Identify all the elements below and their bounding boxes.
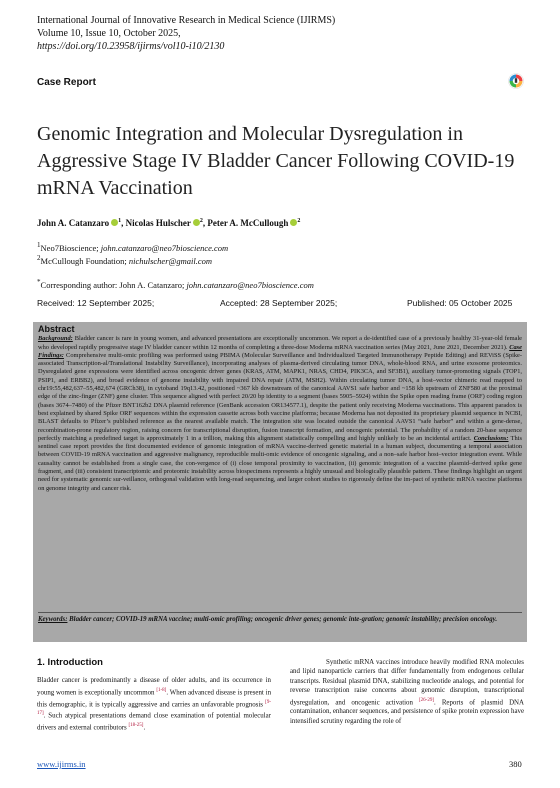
text-run: . Reports of plasmid DNA contamination, enhancer sequences, and persistence of spike protein expression have intensified scrutiny regarding the role of (290, 698, 525, 725)
abstract-body (38, 325, 522, 493)
author-name: John A. Catanzaro (37, 218, 110, 228)
date-published: Published: 05 October 2025 (407, 298, 513, 308)
author-list (37, 218, 300, 228)
keywords-label: Keywords: (38, 616, 68, 623)
section-heading: 1. Introduction (37, 657, 103, 668)
author-affil-sup: 1 (118, 218, 122, 224)
intro-paragraph-2 (290, 658, 524, 726)
background-text: Bladder cancer is rare in young women, and advanced presentations are exceptionally uncommon. We report a de-identified case of a previously healthy 31-year-old female who developed rapidly progressive stage IV bladder cancer within 12 months of completing a three-dose Moderna mRNA vaccination series (May 2021, June 2021, December 2021). (38, 335, 522, 351)
keywords (38, 616, 522, 625)
corr-email[interactable]: john.catanzaro@neo7bioscience.com (186, 279, 314, 290)
citation-link[interactable]: [9-17] (37, 699, 271, 717)
affiliation-2 (37, 252, 212, 267)
conclusions-label: Conclusions: (473, 434, 509, 442)
background-label: Background: (38, 335, 73, 343)
affil-email[interactable]: nichulscher@gmail.com (128, 255, 212, 266)
author-affil-sup: 2 (199, 218, 203, 224)
text-run: Synthetic mRNA vaccines introduce heavily modified RNA molecules and lipid nanoparticle carriers that differ fundamentally from endogenous cellular transcripts. Residual plasmid DNA, stabilizing nucleotide analogs, and potential for reverse transcription raise concerns about genomic disruption, transcriptional dysregulation, and oncogenic activation (290, 659, 524, 706)
date-received: Received: 12 September 2025; (37, 298, 155, 308)
author-affil-sup: 2 (297, 218, 301, 224)
keywords-text: Bladder cancer; COVID-19 mRNA vaccine; multi-omic profiling; oncogenic driver genes; genomic inte-gration; genomic instability; precision oncology. (67, 616, 498, 623)
findings-text: Comprehensive multi-omic profiling was performed using PBIMA (Molecular Surveillance and Individualized Targeted Immunotherapy Peptide Editing) and REViSS (Spike-associated Transcription-al/Translational Instability Surveillance), incorporating analyses of plasma-derived circulating tumor DNA, whole-blood RNA, and urine exosome proteomics. Dysregulated gene expressions were identified across oncogenic driver genes (KRAS, ATM, MAPK1, NRAS, CHD4, PIK3CA, and SF3B1), auxiliary tumor-promoting signals (TOP1, PSIP1, and ERBB2), and broad evidence of genome instability with impaired DNA repair (ATM, MSH2). Within circulating tumor DNA, a host–vector chimeric read mapped to chr19:55,482,637–55,482,674 (GRCh38), in cytoband 19q13.42, positioned ~367 kb downstream of the canonical AAVS1 safe harbor and ~158 kb upstream of ZNF580 at the proximal edge of the zinc-finger (ZNF) gene cluster. This sequence aligned with perfect 20/20 bp identity to a segment (bases 5905–5924) within the Spike open reading frame (ORF) coding region (bases 3674–7480) of the Pfizer BNT162b2 DNA plasmid reference (GenBank accession OR134577.1), despite the patient only receiving Moderna vaccinations. This apparent paradox is best explained by shared Spike ORF sequences within the expression cassette across both vaccine platforms; because Moderna has not deposited its proprietary plasmid sequence in NCBI, BLAST defaults to Pfizer’s published reference as the nearest available match. The integration site was located outside the canonical AAVS1 “safe harbor” and within a gene-dense, recombination-prone regulatory region, raising concern for transcriptional disruption, fusion transcript formation, and oncogenic potential. The probability of a random 20-base sequence perfectly matching a predefined target is approximately 1 in a trillion, making this alignment statistically compelling and highly unlikely to be an incidental artifact. (38, 351, 522, 442)
author-name: Peter A. McCullough (207, 218, 289, 228)
citation-link[interactable]: [1-8] (156, 687, 167, 693)
affil-text: Neo7Bioscience; (40, 242, 101, 253)
doi-link[interactable]: https://doi.org/10.23958/ijirms/vol10-i10/2130 (37, 41, 225, 52)
corr-sup: * (37, 278, 41, 286)
date-accepted: Accepted: 28 September 2025; (220, 298, 338, 308)
author-name: Nicolas Hulscher (125, 218, 191, 228)
crossmark-icon[interactable] (508, 73, 524, 89)
text-run: Bladder cancer is predominantly a disease of older adults, and its occurrence in young women is exceptionally uncommon (37, 677, 271, 697)
text-run: . (143, 724, 146, 732)
affil-sup: 2 (37, 254, 41, 262)
author-sep: , (202, 218, 208, 228)
volume-issue: Volume 10, Issue 10, October 2025, (37, 28, 181, 39)
findings-label: Case Findings: (38, 343, 522, 359)
intro-column-right (290, 658, 524, 726)
affil-email[interactable]: john.catanzaro@neo7bioscience.com (100, 242, 229, 253)
corr-text: Corresponding author: John A. Catanzaro; (40, 279, 187, 290)
keywords-divider (38, 612, 522, 613)
citation-link[interactable]: [18-25] (128, 722, 144, 728)
article-type: Case Report (37, 77, 96, 88)
journal-name: International Journal of Innovative Research in Medical Science (IJIRMS) (37, 15, 336, 26)
citation-link[interactable]: [26-29] (419, 697, 435, 703)
author-sep: , (121, 218, 126, 228)
orcid-icon[interactable] (193, 219, 200, 226)
intro-column-left (37, 658, 271, 733)
footer-url[interactable]: www.ijirms.in (37, 759, 86, 769)
abstract-heading: Abstract (38, 324, 75, 334)
page-number: 380 (509, 759, 522, 769)
article-title: Genomic Integration and Molecular Dysregulation in Aggressive Stage IV Bladder Cancer Following COVID-19 mRNA Vaccination (37, 123, 515, 199)
conclusions-text: This sentinel case report provides the first documented evidence of genomic integration of mRNA vaccine-derived genetic material in a human subject, documenting a temporal association between COVID-19 mRNA vaccination and aggressive malignancy, reproducible multi-omic evidence of oncogenic signaling, and a non–safe harbor host–vector integration event. While causality cannot be established from a single case, the con-vergence of (i) close temporal proximity to vaccination, (ii) genomic integration of a vaccine plasmid–derived spike gene fragment, and (iii) consistent transcriptomic and proteomic instability across biospecimens represents a highly unusual and biologically plausible pattern. These findings highlight an urgent need for systematic genomic sur-veillance, orthogonal validation with long-read sequencing, and larger cohort studies to rigorously define the im-pact of synthetic mRNA vaccine platforms on genome integrity and cancer risk. (38, 434, 522, 492)
affil-text: McCullough Foundation; (40, 255, 129, 266)
text-run: . When advanced disease is present in this demographic, it is typically aggressive and carries an unfavorable prognosis (37, 689, 272, 708)
journal-header (37, 14, 335, 53)
affil-sup: 1 (37, 241, 41, 249)
corresponding-author (37, 276, 314, 291)
abstract-box (33, 322, 527, 642)
text-run: . Such atypical presentations demand close examination of potential molecular drivers and external contributors (37, 712, 271, 732)
intro-paragraph-1 (37, 676, 271, 732)
